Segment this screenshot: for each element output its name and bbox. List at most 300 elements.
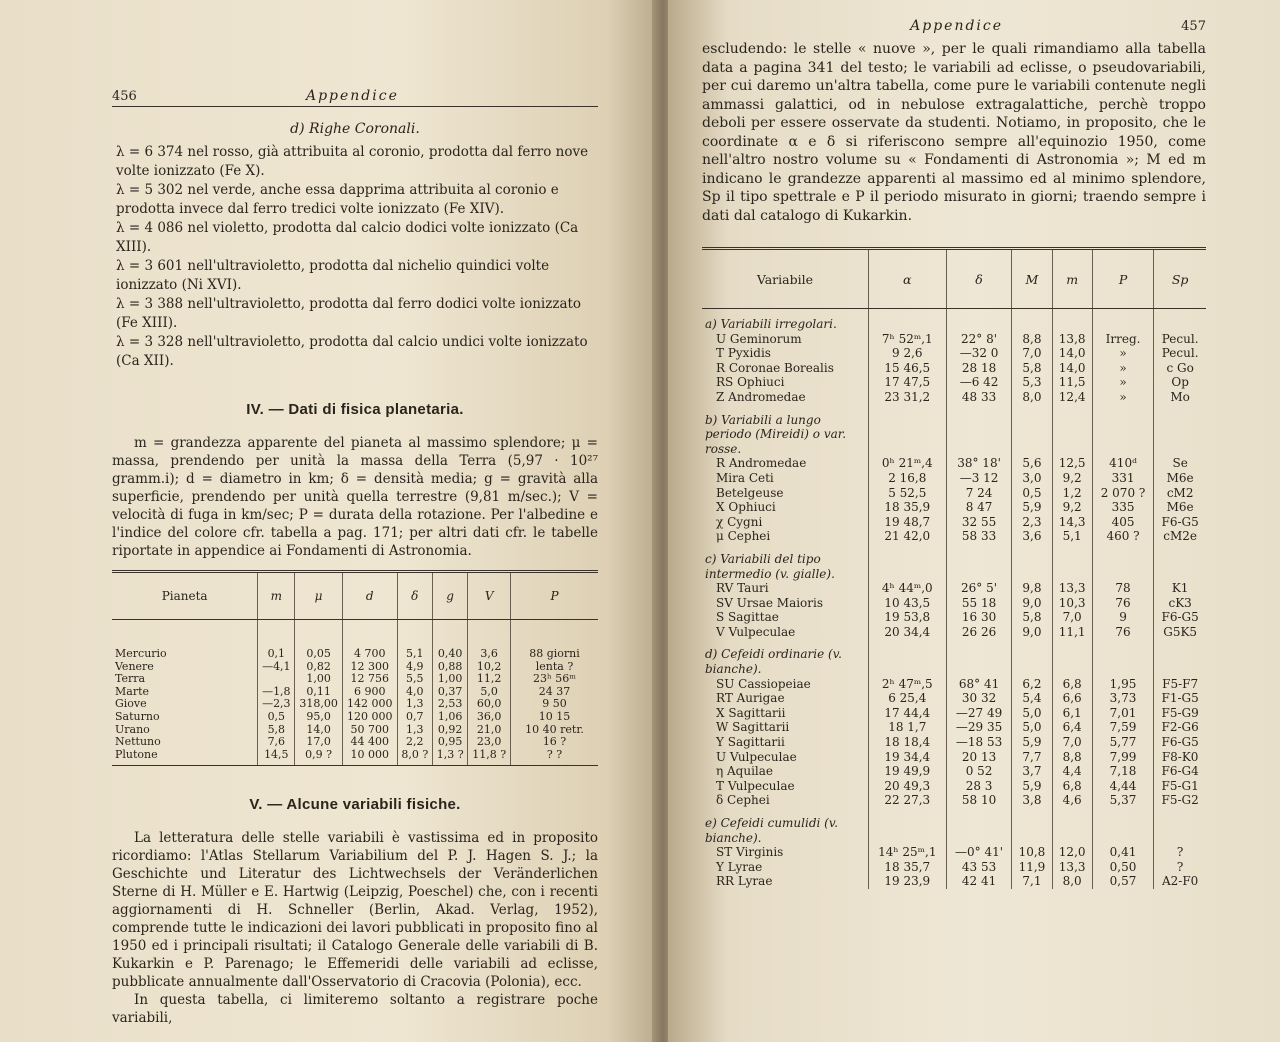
star-name-cell: χ Cygni [716,514,763,529]
table-cell: 11,2 [468,673,511,686]
table-cell: Pecul. [1154,346,1206,361]
table-cell: F1-G5 [1154,691,1206,706]
table-cell: 23,0 [468,736,511,749]
table-cell: 1,3 [397,724,432,737]
table-cell: 1,00 [432,673,467,686]
star-name-cell: T Pyxidis [716,346,771,361]
table-cell: 3,8 [1012,793,1052,808]
section-v-paragraph-2: In questa tabella, ci limiteremo soltanto a registrare poche variabili, [112,992,598,1027]
table-cell: 28 3 [946,779,1012,794]
table-cell: 5,8 [1012,610,1052,625]
empty-cell [1052,544,1092,581]
table-cell: 4,0 [397,686,432,699]
table-cell: 19 53,8 [868,610,946,625]
table-cell: 0,37 [432,686,467,699]
table-cell: 13,8 [1052,332,1092,347]
table-row [702,625,1206,640]
table-cell: 4ʰ 44ᵐ,0 [868,581,946,596]
table-row [702,456,1206,471]
table-cell: 17 44,4 [868,706,946,721]
table-cell: 0,5 [258,711,295,724]
table-cell: 5,9 [1012,779,1052,794]
table-cell: 13,3 [1052,581,1092,596]
table-cell: 0,40 [432,620,467,661]
planet-name-cell: Nettuno [115,735,161,749]
table-row [112,711,598,724]
table-cell: 43 53 [946,860,1012,875]
table-row [702,845,1206,860]
table-cell: 2,3 [1012,515,1052,530]
running-title: Appendice [305,88,399,104]
table-cell: 5,0 [1012,706,1052,721]
table-cell: 14,0 [1052,346,1092,361]
variables-table [702,247,1206,889]
table-cell: 0,05 [295,620,342,661]
table-row [702,596,1206,611]
table-row [702,706,1206,721]
star-name-cell: W Sagittarii [716,720,790,735]
table-cell: 0,11 [295,686,342,699]
table-cell: 6 900 [342,686,397,699]
table-cell: 10 000 [342,749,397,766]
header-cell: P [1092,249,1154,309]
planet-table [112,570,598,766]
header-cell: α [868,249,946,309]
table-cell: 5,0 [1012,720,1052,735]
table-cell: 10,3 [1052,596,1092,611]
right-page [668,0,1280,1042]
table-cell: 10 15 [511,711,598,724]
table-cell: ? [1154,845,1206,860]
empty-cell [1092,309,1154,332]
table-cell: 0,9 ? [295,749,342,766]
table-cell: 2,2 [397,736,432,749]
table-cell: 8,8 [1052,750,1092,765]
table-row [702,764,1206,779]
table-cell: 7,0 [1052,735,1092,750]
star-name-cell: RR Lyrae [716,874,773,889]
table-cell: cM2 [1154,486,1206,501]
table-cell: 5,4 [1012,691,1052,706]
table-cell: 30 32 [946,691,1012,706]
table-cell: 0,88 [432,661,467,674]
table-cell: Mo [1154,390,1206,405]
empty-cell [946,309,1012,332]
table-cell: 4,6 [1052,793,1092,808]
table-cell: —2,3 [258,698,295,711]
star-name-cell: η Aquilae [716,764,774,779]
table-cell: 58 10 [946,793,1012,808]
header-cell: m [258,572,295,620]
intro-text: escludendo: le stelle « nuove », per le quali rimandiamo alla tabella data a pagina 341 del testo; le variabili ad eclisse, o pseudovariabili, per cui daremo un'altra tabella, come pure le variabili contenute negli ammassi galattici, od in nebulose extragalattiche, perchè troppo deboli per essere osservate da studenti. Notiamo, in proposito, che le coordinate α e δ si riferiscono sempre all'equinozio 1950, come nell'altro nostro volume su « Fondamenti di Astronomia »; M ed m indicano le grandezze apparenti al massimo ed al minimo splendore, Sp il tipo spettrale e P il periodo misurato in giorni; traendo sempre i dati dal catalogo di Kukarkin. [702,41,1206,224]
empty-cell [1092,808,1154,845]
table-cell: 7,0 [1012,346,1052,361]
table-cell: —4,1 [258,661,295,674]
table-cell: 1,3 [397,698,432,711]
table-cell: 6,1 [1052,706,1092,721]
table-row [702,361,1206,376]
empty-cell [946,639,1012,676]
table-row [702,346,1206,361]
empty-cell [1154,808,1206,845]
planet-name-cell: Giove [115,697,147,711]
table-cell: 18 35,9 [868,500,946,515]
header-cell: Variabile [702,249,868,309]
star-name-cell: R Andromedae [716,456,807,471]
empty-cell [1154,544,1206,581]
ion-line: λ = 3 388 nell'ultravioletto, prodotta dal ferro dodici volte ionizzato (Fe XIII). [116,296,582,331]
table-cell: ? [1154,860,1206,875]
table-cell: 1,3 ? [432,749,467,766]
table-cell: 6 25,4 [868,691,946,706]
table-cell: 7,0 [1052,610,1092,625]
table-cell: 5,1 [1052,529,1092,544]
table-row [112,736,598,749]
table-cell: —27 49 [946,706,1012,721]
star-name-cell: R Coronae Borealis [716,360,834,375]
table-cell: 120 000 [342,711,397,724]
table-cell: 7,7 [1012,750,1052,765]
empty-cell [1052,405,1092,457]
table-cell: 7,59 [1092,720,1154,735]
table-row [702,874,1206,889]
table-cell: 20 49,3 [868,779,946,794]
star-name-cell: Betelgeuse [716,485,784,500]
empty-cell [1154,405,1206,457]
star-name-cell: SV Ursae Maioris [716,595,824,610]
table-cell: 4 700 [342,620,397,661]
table-cell: 331 [1092,471,1154,486]
planet-name-cell: Saturno [115,709,160,723]
table-cell: 17,0 [295,736,342,749]
table-row [702,375,1206,390]
table-cell: 5,1 [397,620,432,661]
table-cell: 36,0 [468,711,511,724]
table-cell: 318,00 [295,698,342,711]
table-cell: 8,8 [1012,332,1052,347]
table-cell: M6e [1154,471,1206,486]
table-cell: 26° 5' [946,581,1012,596]
table-cell: 5,77 [1092,735,1154,750]
empty-cell [868,808,946,845]
table-row [702,486,1206,501]
table-cell: 1,06 [432,711,467,724]
planet-name-cell: Plutone [112,749,258,766]
table-cell: 22 27,3 [868,793,946,808]
table-cell: 5 52,5 [868,486,946,501]
table-cell: 12 300 [342,661,397,674]
empty-cell [1052,639,1092,676]
table-cell: 6,8 [1052,677,1092,692]
planet-name-cell: Venere [115,659,154,673]
table-cell: 28 18 [946,361,1012,376]
table-row [702,581,1206,596]
group-title: c) Variabili del tipo intermedio (v. gialle). [705,551,835,581]
empty-cell [1052,309,1092,332]
table-cell: F6-G4 [1154,764,1206,779]
table-cell: A2-F0 [1154,874,1206,889]
table-cell: 18 18,4 [868,735,946,750]
table-cell: 11,9 [1012,860,1052,875]
table-row [702,860,1206,875]
header-cell: Sp [1154,249,1206,309]
table-row [702,390,1206,405]
table-cell: F6-G5 [1154,735,1206,750]
table-cell: 10 43,5 [868,596,946,611]
empty-cell [868,639,946,676]
empty-cell [946,544,1012,581]
table-cell: 11,1 [1052,625,1092,640]
table-cell: 12 756 [342,673,397,686]
group-heading-row [702,405,1206,457]
table-cell: 19 48,7 [868,515,946,530]
table-cell: 0,57 [1092,874,1154,889]
table-cell: 20 13 [946,750,1012,765]
table-cell: 9 [1092,610,1154,625]
header-cell: M [1012,249,1052,309]
empty-cell [868,405,946,457]
running-title: Appendice [910,18,1004,34]
star-name-cell: T Vulpeculae [716,778,795,793]
table-cell: 26 26 [946,625,1012,640]
table-cell: 8,0 [1052,874,1092,889]
empty-cell [1154,309,1206,332]
table-cell: 19 23,9 [868,874,946,889]
star-name-cell: Mira Ceti [716,470,774,485]
empty-cell [1012,309,1052,332]
star-name-cell: Y Lyrae [716,859,763,874]
table-cell: 8 47 [946,500,1012,515]
table-row [702,471,1206,486]
table-row [702,793,1206,808]
table-cell: F6-G5 [1154,610,1206,625]
table-cell: 19 34,4 [868,750,946,765]
star-name-cell: RT Aurigae [716,691,785,706]
star-name-cell: X Sagittarii [716,705,786,720]
table-row [702,332,1206,347]
empty-cell [1012,544,1052,581]
table-cell: 14,5 [258,749,295,766]
table-row [702,720,1206,735]
table-cell: 11,5 [1052,375,1092,390]
table-cell: 5,9 [1012,500,1052,515]
table-cell: 12,0 [1052,845,1092,860]
table-cell: 4,4 [1052,764,1092,779]
page-number: 457 [1181,19,1206,34]
star-name-cell: SU Cassiopeiae [716,676,811,691]
header-cell: m [1052,249,1092,309]
table-cell: 0,50 [1092,860,1154,875]
empty-cell [868,544,946,581]
table-cell: 1,2 [1052,486,1092,501]
table-cell: 6,4 [1052,720,1092,735]
table-cell: 12,5 [1052,456,1092,471]
table-cell: 9,0 [1012,596,1052,611]
table-cell: 0,1 [258,620,295,661]
table-row [702,735,1206,750]
table-cell: » [1092,346,1154,361]
table-cell: 0,92 [432,724,467,737]
table-cell: 0ʰ 21ᵐ,4 [868,456,946,471]
table-cell: 16 ? [511,736,598,749]
section-iv-title: IV. — Dati di fisica planetaria. [246,401,464,418]
table-cell: 3,7 [1012,764,1052,779]
group-title: e) Cefeidi cumulidi (v. bianche). [705,816,839,845]
table-cell: 58 33 [946,529,1012,544]
table-cell: 55 18 [946,596,1012,611]
table-cell: lenta ? [511,661,598,674]
header-cell: μ [295,572,342,620]
table-cell: —0° 41' [946,845,1012,860]
table-cell: 9,0 [1012,625,1052,640]
header-cell: Pianeta [112,572,258,620]
table-cell: 38° 18' [946,456,1012,471]
table-cell: 0,95 [432,736,467,749]
table-cell: 9,8 [1012,581,1052,596]
table-cell: F5-G9 [1154,706,1206,721]
table-cell: 22° 8' [946,332,1012,347]
planet-table-header [112,572,598,620]
table-cell: 0,7 [397,711,432,724]
table-cell: Op [1154,375,1206,390]
table-cell: 7,01 [1092,706,1154,721]
table-cell: 3,6 [1012,529,1052,544]
table-cell: 18 35,7 [868,860,946,875]
section-v-paragraph: La letteratura delle stelle variabili è vastissima ed in proposito ricordiamo: l'Atlas Stellarum Variabilium del P. J. Hagen S. J.; la Geschichte und Literatur des Lichtwechsels der Veränderlichen Sterne di H. Müller e E. Hartwig (Leipzig, Poeschel) che, con i recenti aggiornamenti di H. Schneller (Berlin, Akad. Verlag, 1952), comprende tutte le indicazioni dei lavori pubblicati in proposito fino al 1950 ed i principali risultati; il Catalogo Generale delle variabili di B. Kukarkin e P. Parenago; le Effemeridi delle variabili ad eclisse, pubblicate annualmente dall'Osservatorio di Cracovia (Polonia), ecc. [112,830,598,991]
table-row [702,677,1206,692]
table-cell: » [1092,390,1154,405]
variables-table-body [702,309,1206,889]
table-row [702,610,1206,625]
table-cell: 5,9 [1012,735,1052,750]
table-cell: 18 1,7 [868,720,946,735]
table-cell: 50 700 [342,724,397,737]
table-cell: 5,8 [258,724,295,737]
table-cell: 15 46,5 [868,361,946,376]
table-cell: 5,6 [1012,456,1052,471]
table-cell: 23 31,2 [868,390,946,405]
table-cell: 5,5 [397,673,432,686]
table-cell: Pecul. [1154,332,1206,347]
table-row [702,500,1206,515]
table-row [702,691,1206,706]
table-cell: 60,0 [468,698,511,711]
table-cell: 405 [1092,515,1154,530]
table-cell: 78 [1092,581,1154,596]
table-row [702,529,1206,544]
table-cell: F8-K0 [1154,750,1206,765]
empty-cell [1012,639,1052,676]
section-d-title: d) Righe Coronali. [290,121,420,137]
table-cell: 410ᵈ [1092,456,1154,471]
table-cell: 19 49,9 [868,764,946,779]
table-cell: Irreg. [1092,332,1154,347]
table-cell: 44 400 [342,736,397,749]
table-cell: 2,53 [432,698,467,711]
table-cell: cM2e [1154,529,1206,544]
empty-cell [1092,639,1154,676]
table-cell: 4,9 [397,661,432,674]
header-cell: δ [946,249,1012,309]
table-cell: —18 53 [946,735,1012,750]
table-cell: 9 50 [511,698,598,711]
table-cell: 32 55 [946,515,1012,530]
group-title: d) Cefeidi ordinarie (v. bianche). [705,647,842,677]
empty-cell [1092,544,1154,581]
table-cell: 48 33 [946,390,1012,405]
table-cell: 7ʰ 52ᵐ,1 [868,332,946,347]
star-name-cell: Z Andromedae [716,389,806,404]
table-cell: 17 47,5 [868,375,946,390]
group-heading-row [702,309,1206,332]
ion-line: λ = 4 086 nel violetto, prodotta dal calcio dodici volte ionizzato (Ca XIII). [116,220,579,255]
header-cell: V [468,572,511,620]
table-cell: 11,8 ? [468,749,511,766]
table-cell: 9,2 [1052,500,1092,515]
group-title: b) Variabili a lungo periodo (Mireidi) o var. rosse. [705,412,847,456]
table-cell: Se [1154,456,1206,471]
running-header-left [112,88,598,107]
table-cell: M6e [1154,500,1206,515]
header-cell: d [342,572,397,620]
table-cell: 20 34,4 [868,625,946,640]
table-cell: » [1092,361,1154,376]
table-cell: 10,2 [468,661,511,674]
table-cell [258,673,295,686]
empty-cell [1154,639,1206,676]
table-cell: 76 [1092,596,1154,611]
empty-cell [946,808,1012,845]
table-cell: 12,4 [1052,390,1092,405]
star-name-cell: Y Sagittarii [716,735,785,750]
table-cell: 2 16,8 [868,471,946,486]
table-cell: 7,18 [1092,764,1154,779]
star-name-cell: RS Ophiuci [716,375,785,390]
table-cell: 68° 41 [946,677,1012,692]
ion-line: λ = 3 328 nell'ultravioletto, prodotta dal calcio undici volte ionizzato (Ca XII). [116,334,588,369]
section-iv-text: m = grandezza apparente del pianeta al massimo splendore; μ = massa, prendendo per unità la massa della Terra (5,97 · 10²⁷ gramm.i); d = diametro in km; δ = densità media; g = gravità alla superficie, prendendo per unità quella terrestre (9,81 m/sec.); V = velocità di fuga in km/sec; P = durata della rotazione. Per l'albedine e l'indice del colore cfr. tabella a pag. 171; per altri dati cfr. le tabelle riportate in appendice ai Fondamenti di Astronomia. [112,435,598,559]
table-cell: F5-G1 [1154,779,1206,794]
star-name-cell: X Ophiuci [716,500,776,515]
table-cell: cK3 [1154,596,1206,611]
ion-line: λ = 6 374 nel rosso, già attribuita al coronio, prodotta dal ferro nove volte ionizzato (Fe X). [116,144,589,179]
table-cell: 7,99 [1092,750,1154,765]
table-cell: 2ʰ 47ᵐ,5 [868,677,946,692]
table-cell: 10 40 retr. [511,724,598,737]
table-cell: 14ʰ 25ᵐ,1 [868,845,946,860]
planet-name-cell: Terra [115,672,146,686]
planet-name-cell: Mercurio [115,647,167,660]
table-cell: 460 ? [1092,529,1154,544]
table-cell: 9 2,6 [868,346,946,361]
table-cell: —6 42 [946,375,1012,390]
table-cell: 335 [1092,500,1154,515]
table-cell: 76 [1092,625,1154,640]
table-cell: 0,5 [1012,486,1052,501]
header-cell: δ [397,572,432,620]
table-cell: 1,00 [295,673,342,686]
table-row [112,620,598,661]
table-cell: 21 42,0 [868,529,946,544]
planet-table-body [112,620,598,766]
table-cell: 21,0 [468,724,511,737]
table-cell: 14,0 [295,724,342,737]
table-cell: 13,3 [1052,860,1092,875]
empty-cell [1092,405,1154,457]
table-cell: 8,0 ? [397,749,432,766]
group-title: a) Variabili irregolari. [705,317,837,331]
table-cell: 6,6 [1052,691,1092,706]
